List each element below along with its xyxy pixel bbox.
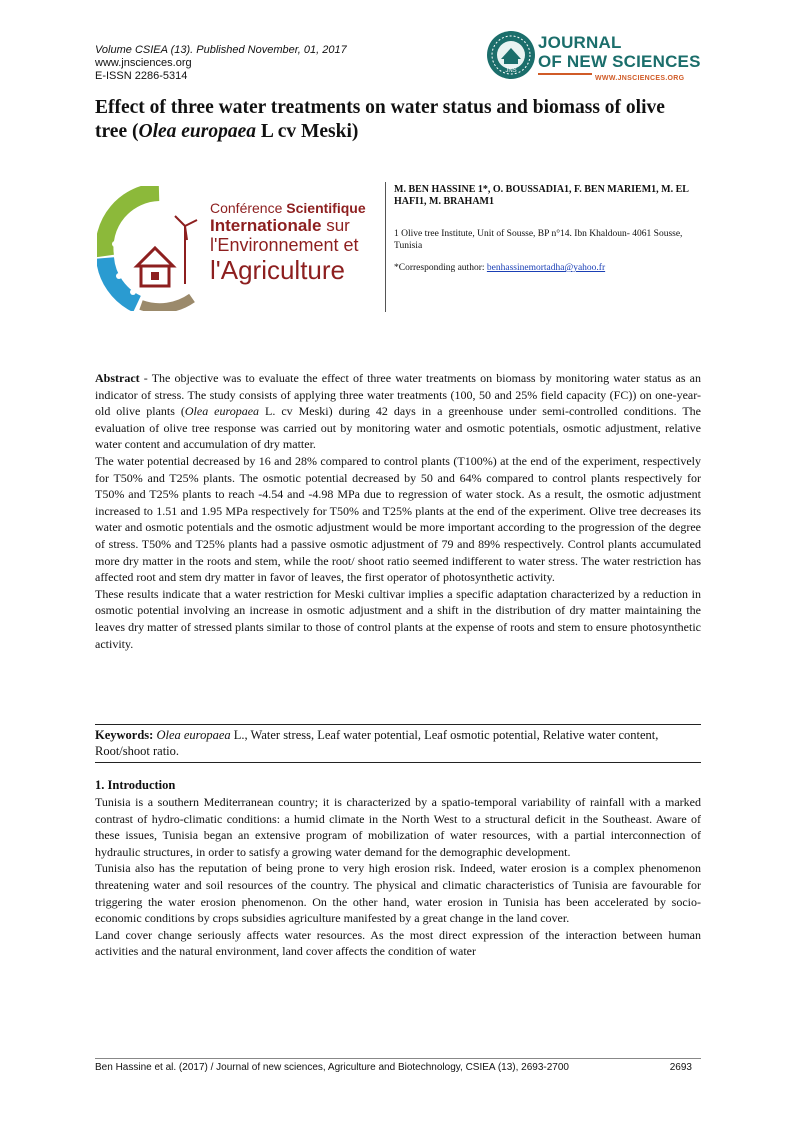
conf-line3b: et bbox=[338, 235, 359, 255]
volume-info: Volume CSIEA (13). Published November, 01, 2017 bbox=[95, 44, 347, 56]
journal-seal-icon bbox=[486, 30, 536, 80]
introduction-heading: 1. Introduction bbox=[95, 778, 176, 792]
journal-header bbox=[95, 44, 347, 83]
keywords bbox=[95, 727, 701, 759]
conf-line1a: Conférence bbox=[210, 200, 287, 216]
corresponding-author bbox=[394, 262, 699, 274]
abstract-paragraph-2: The water potential decreased by 16 and 28% compared to control plants (T100%) at the end of the experiment, respectively for T50% and T25% plants. The osmotic potential decreased by 50 and 64% compared to control plants respectively for T50% and T25% plants to reach -4.54 and -4.98 MPa due to regression of water stock. As a result, the osmotic adjustment increased to 1.51 and 1.95 MPa respectively for T50% and T25% plants at the end of the experiment. Olive tree decreases its water and osmotic potentials and the osmotic adjustment would be more important according to the progression of the degree of stress. T50% and T25% plants had a passive osmotic adjustment of 79 and 89% respectively. Control plants accumulated more dry matter in the roots and stem, while the root/ shoot ratio seemed indifferent to water stress. The water restriction has affected root and stem dry matter in favor of leaves, the first operator of photosynthetic activity. bbox=[95, 453, 701, 585]
conf-line4: l'Agriculture bbox=[210, 255, 346, 285]
conference-logo-text bbox=[210, 200, 366, 284]
keywords-top-rule bbox=[95, 724, 701, 725]
author-names: M. BEN HASSINE 1*, O. BOUSSADIA1, F. BEN MARIEM1, M. EL HAFI1, M. BRAHAM1 bbox=[394, 184, 689, 207]
journal-logo-line1: JOURNAL bbox=[538, 33, 622, 52]
seal-text: JNS bbox=[505, 68, 517, 74]
keywords-species: Olea europaea bbox=[156, 728, 231, 742]
page-footer bbox=[95, 1062, 701, 1074]
introduction-paragraph-2: Tunisia also has the reputation of being prone to very high erosion risk. Indeed, water erosion is a complex phenomenon threatening water and soil resources of the country. The physical and climatic characteristics of Tunisia are favourable for triggering the water erosion phenomenon. On the other hand, water erosion in Tunisia has been accelerated by socio-economic conditions by crops subsidies agriculture manifested by a great change in the land cover. bbox=[95, 861, 701, 926]
logo-accent-bar bbox=[538, 73, 592, 75]
abstract-label: Abstract bbox=[95, 371, 140, 385]
conf-line2a: Internationale bbox=[210, 216, 322, 235]
introduction-section bbox=[95, 777, 701, 960]
introduction-paragraph-1: Tunisia is a southern Mediterranean country; it is characterized by a spatio-temporal variability of rainfall with a marked contrast of hydro-climatic conditions: a humid climate in the North West to a structural deficit in the Southeast. Aware of these issues, Tunisia began an extensive program of mobilization of water resources, with a partial interconnection of hydraulic structures, in order to satisfy a growing water demand for the demographic development. bbox=[95, 795, 701, 859]
keywords-list: L., Water stress, Leaf water potential, Leaf osmotic potential, Relative water content, Root/shoot ratio. bbox=[95, 728, 659, 758]
conference-emblem-icon bbox=[97, 186, 217, 311]
title-species: Olea europaea bbox=[138, 121, 257, 142]
issn: E-ISSN 2286-5314 bbox=[95, 70, 188, 82]
corresponding-label: *Corresponding author: bbox=[394, 263, 487, 273]
abstract bbox=[95, 370, 701, 652]
title-part1: Effect of three water treatments on water status and biomass of olive tree ( bbox=[95, 97, 665, 142]
paper-title bbox=[95, 96, 700, 144]
author-block bbox=[394, 184, 699, 274]
footer-citation: Ben Hassine et al. (2017) / Journal of new sciences, Agriculture and Biotechnology, CSIEA (13), 2693-2700 bbox=[95, 1062, 569, 1073]
page-number: 2693 bbox=[669, 1062, 692, 1073]
journal-logo bbox=[486, 28, 716, 90]
keywords-bottom-rule bbox=[95, 762, 701, 763]
conf-line1b: Scientifique bbox=[286, 200, 366, 216]
journal-logo-url: WWW.JNSCIENCES.ORG bbox=[595, 75, 685, 82]
keywords-label: Keywords: bbox=[95, 728, 154, 742]
abstract-species: Olea europaea bbox=[184, 404, 260, 419]
abstract-paragraph-1 bbox=[95, 370, 701, 453]
journal-logo-line2: OF NEW SCIENCES bbox=[538, 52, 701, 71]
conf-line2b: sur bbox=[321, 216, 350, 235]
abstract-paragraph-3: These results indicate that a water restriction for Meski cultivar implies a specific adaptation characterized by a reduction in osmotic potential involving an increase in osmotic adjustment and a shift in the distribution of dry matter maintaining the leaves dry matter of stressed plants similar to those of control plants at the expense of roots and stem to ensure photosynthetic activity. bbox=[95, 586, 701, 651]
abstract-p1a: - The objective was to evaluate the effect of three water treatments on biomass by monitoring water status as an indicator of stress. The study consists of applying three water treatments (100, 50 and 25% field capacity (FC)) on one-year-old olive plants ( bbox=[95, 371, 701, 419]
conf-line3a: l'Environnement bbox=[210, 235, 339, 255]
author-affiliation: 1 Olive tree Institute, Unit of Sousse, BP n°14. Ibn Khaldoun- 4061 Sousse, Tunisia bbox=[394, 229, 683, 251]
corresponding-email-link[interactable]: benhassinemortadha@yahoo.fr bbox=[486, 263, 606, 273]
abstract-p1b: L. cv Meski) during 42 days in a greenhouse under semi-controlled conditions. The evaluation of olive tree response was carried out by monitoring water and osmotic potentials, osmotic adjustment, relative water content and accumulation of dry matter. bbox=[95, 404, 701, 452]
journal-website: www.jnsciences.org bbox=[95, 57, 192, 69]
introduction-paragraph-3: Land cover change seriously affects water resources. As the most direct expression of the interaction between human activities and the natural environment, land cover affects the condition of water bbox=[95, 927, 701, 959]
title-part2: L cv Meski) bbox=[256, 121, 359, 142]
vertical-divider bbox=[385, 182, 386, 312]
footer-rule bbox=[95, 1058, 701, 1059]
